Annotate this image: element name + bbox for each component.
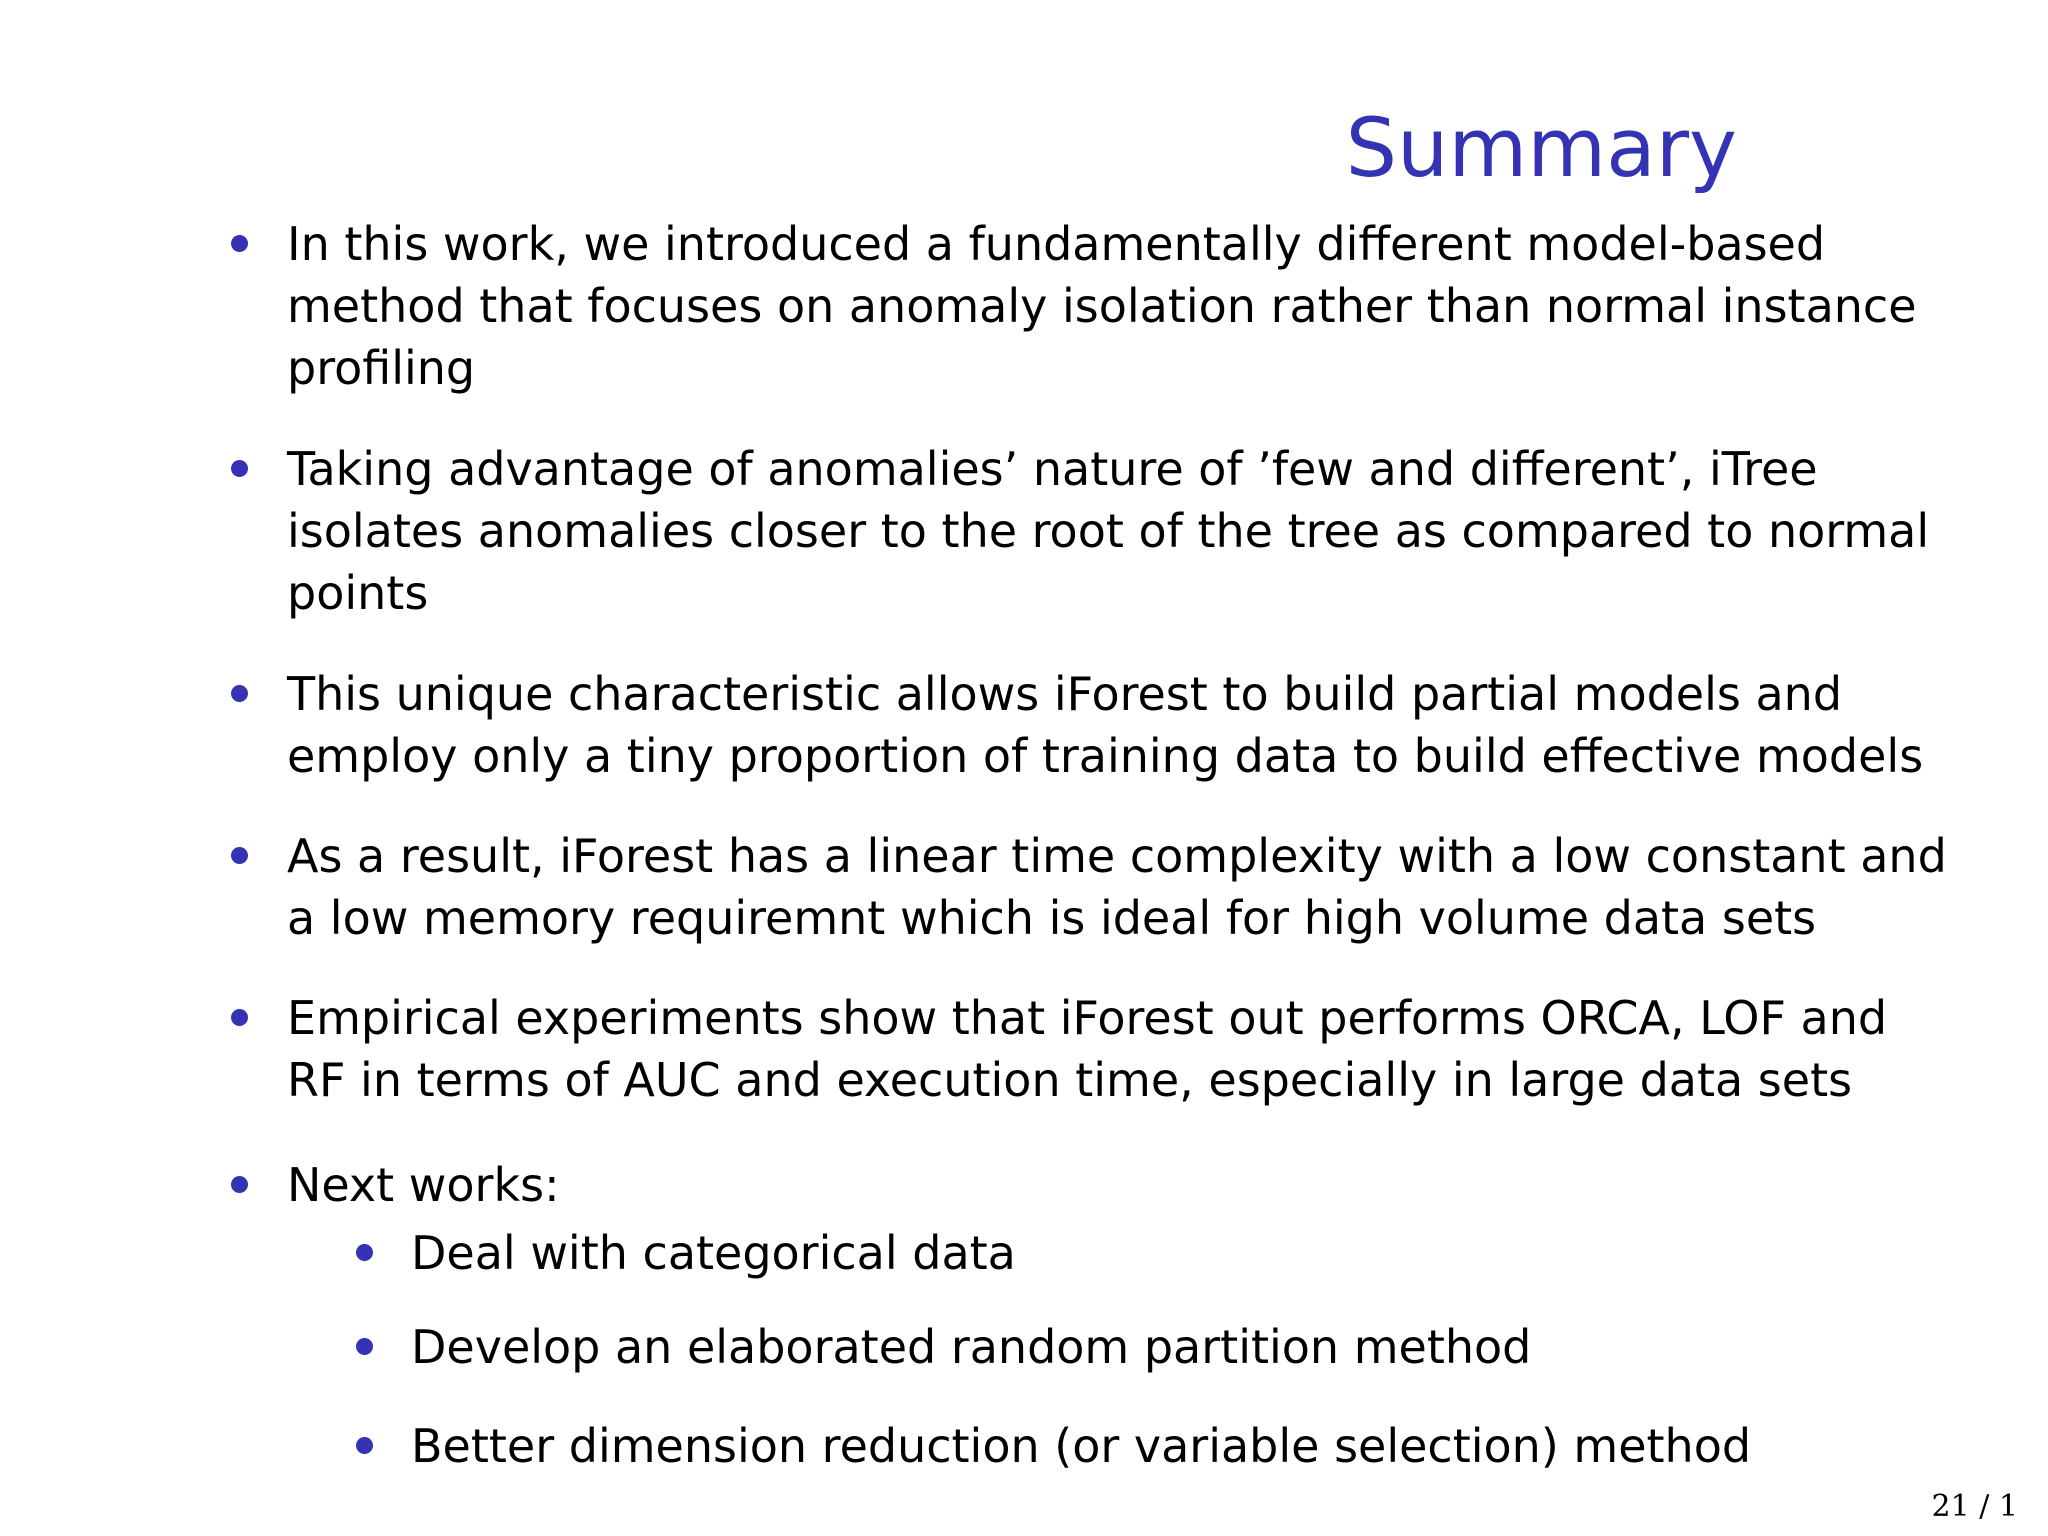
bullet-line: profiling (287, 341, 476, 395)
bullet-item (287, 438, 1987, 624)
bullet-line: In this work, we introduced a fundamentally different model-based (287, 217, 1826, 271)
bullet-item (287, 663, 1987, 787)
bullet-line: Next works: (287, 1158, 560, 1212)
bullet-line: Empirical experiments show that iForest out performs ORCA, LOF and (287, 991, 1888, 1045)
sub-bullet-icon (356, 1437, 373, 1454)
bullet-icon (231, 1009, 248, 1026)
bullet-line: RF in terms of AUC and execution time, especially in large data sets (287, 1053, 1853, 1107)
bullet-line: points (287, 566, 429, 620)
sub-bullet-icon (356, 1338, 373, 1355)
bullet-item (287, 825, 1987, 949)
bullet-icon (231, 1176, 248, 1193)
bullet-item (287, 987, 1987, 1111)
bullet-icon (231, 685, 248, 702)
bullet-line: As a result, iForest has a linear time complexity with a low constant and (287, 829, 1947, 883)
bullet-icon (231, 235, 248, 252)
bullet-line: employ only a tiny proportion of training data to build effective models (287, 729, 1924, 783)
sub-bullet-item (411, 1222, 1911, 1284)
bullet-line: isolates anomalies closer to the root of the tree as compared to normal (287, 504, 1930, 558)
bullet-icon (231, 847, 248, 864)
sub-bullet-text: Develop an elaborated random partition method (411, 1320, 1532, 1374)
bullet-item (287, 1154, 1987, 1216)
bullet-line: a low memory requiremnt which is ideal for high volume data sets (287, 891, 1817, 945)
bullet-line: Taking advantage of anomalies’ nature of ’few and different’, iTree (287, 442, 1818, 496)
bullet-line: This unique characteristic allows iForest to build partial models and (287, 667, 1843, 721)
bullet-line: method that focuses on anomaly isolation rather than normal instance (287, 279, 1917, 333)
bullet-icon (231, 460, 248, 477)
sub-bullet-icon (356, 1244, 373, 1261)
sub-bullet-text: Deal with categorical data (411, 1226, 1016, 1280)
bullet-item (287, 213, 1987, 399)
sub-bullet-text: Better dimension reduction (or variable selection) method (411, 1419, 1752, 1473)
slide-title: Summary (1345, 102, 1737, 196)
sub-bullet-item (411, 1316, 1911, 1378)
page-number: 21 / 1 (1931, 1489, 2018, 1524)
sub-bullet-item (411, 1415, 1911, 1477)
